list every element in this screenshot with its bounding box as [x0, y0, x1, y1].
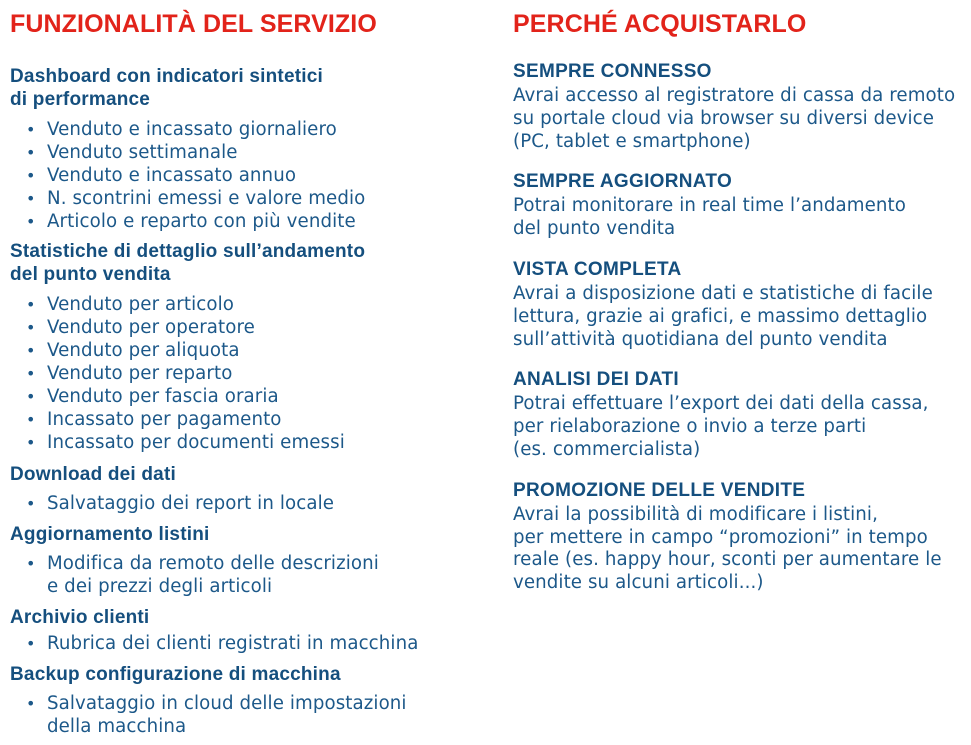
- reason-section: [513, 171, 968, 241]
- feature-group-title-line: di performance: [10, 88, 151, 110]
- reasons-title: PERCHÉ ACQUISTARLO: [513, 10, 807, 38]
- bullet-dot-icon: •: [26, 633, 36, 653]
- feature-item-text: Modifica da remoto delle descrizioni: [47, 553, 379, 574]
- reason-text-line: per rielaborazione o invio a terze parti: [513, 416, 867, 438]
- reason-title: SEMPRE AGGIORNATO: [513, 171, 733, 193]
- feature-item-text: Venduto per fascia oraria: [47, 386, 279, 407]
- reason-text-line: reale (es. happy hour, sconti per aumentare le: [513, 549, 942, 571]
- feature-item-text: Rubrica dei clienti registrati in macchina: [47, 632, 419, 654]
- reason-title: ANALISI DEI DATI: [513, 369, 679, 391]
- feature-group-title: [10, 241, 480, 286]
- feature-item-text: Venduto per aliquota: [47, 340, 240, 361]
- feature-list: [10, 118, 480, 233]
- bullet-dot-icon: •: [26, 554, 36, 573]
- reason-text-line: su portale cloud via browser su diversi device: [513, 107, 935, 129]
- bullet-dot-icon: •: [26, 120, 36, 139]
- reason-text-line: (es. commercialista): [513, 438, 701, 460]
- feature-item-text: Salvataggio in cloud delle impostazioni: [47, 693, 407, 714]
- feature-group: [10, 66, 480, 233]
- feature-group-title-line: del punto vendita: [10, 263, 171, 285]
- reason-section: [513, 369, 968, 461]
- feature-list-item: [10, 362, 480, 385]
- bullet-dot-icon: •: [26, 387, 36, 406]
- bullet-dot-icon: •: [26, 189, 36, 208]
- feature-item-text: Incassato per pagamento: [47, 409, 282, 430]
- feature-group: [10, 464, 480, 515]
- bullet-dot-icon: •: [26, 212, 36, 231]
- bullet-dot-icon: •: [26, 166, 36, 185]
- feature-group: [10, 664, 480, 739]
- feature-list-item: [10, 339, 480, 362]
- feature-group-title: [10, 524, 480, 547]
- feature-list-item: [10, 141, 480, 164]
- feature-item-text: Venduto e incassato annuo: [47, 165, 297, 186]
- feature-list-item: [10, 118, 480, 141]
- reason-text-line: Avrai accesso al registratore di cassa da remoto: [513, 85, 956, 106]
- feature-list-item: [10, 293, 480, 316]
- feature-item-text: Venduto per operatore: [47, 317, 255, 338]
- feature-item-text: Venduto e incassato giornaliero: [47, 119, 337, 140]
- feature-item-text: Incassato per documenti emessi: [47, 432, 345, 453]
- bullet-dot-icon: •: [26, 318, 36, 337]
- reason-title: SEMPRE CONNESSO: [513, 61, 712, 82]
- feature-list-item: [10, 431, 480, 454]
- reason-section: [513, 259, 968, 351]
- feature-group: [10, 241, 480, 454]
- feature-list: [10, 293, 480, 454]
- reason-text-line: sull’attività quotidiana del punto vendita: [513, 328, 888, 350]
- feature-list-item: [10, 187, 480, 210]
- feature-group: [10, 607, 480, 655]
- services-title: FUNZIONALITÀ DEL SERVIZIO: [10, 10, 377, 38]
- bullet-dot-icon: •: [26, 341, 36, 360]
- feature-item-text: Venduto per articolo: [47, 294, 234, 315]
- bullet-dot-icon: •: [26, 295, 36, 314]
- reason-text: [513, 283, 968, 351]
- feature-list: [10, 632, 480, 655]
- feature-item-text: N. scontrini emessi e valore medio: [47, 188, 366, 209]
- feature-item-text: e dei prezzi degli articoli: [47, 576, 273, 597]
- feature-item-text: Salvataggio dei report in locale: [47, 492, 335, 514]
- feature-group-title: [10, 664, 480, 687]
- bullet-dot-icon: •: [26, 364, 36, 383]
- reason-section: [513, 61, 968, 153]
- feature-item-text: Venduto settimanale: [47, 142, 238, 163]
- reason-title: VISTA COMPLETA: [513, 258, 682, 280]
- reason-text-line: lettura, grazie ai grafici, e massimo dettaglio: [513, 305, 928, 327]
- reason-title: PROMOZIONE DELLE VENDITE: [513, 479, 806, 501]
- feature-group-title: [10, 464, 480, 487]
- bullet-dot-icon: •: [26, 410, 36, 429]
- reason-text-line: (PC, tablet e smartphone): [513, 130, 751, 152]
- reason-text: [513, 393, 968, 461]
- reason-text-line: Potrai effettuare l’export dei dati della cassa,: [513, 393, 929, 415]
- feature-group-title-line: Archivio clienti: [10, 607, 150, 628]
- reasons-column: [513, 0, 968, 595]
- feature-list-item: [10, 492, 480, 515]
- reason-text-line: Avrai a disposizione dati e statistiche di facile: [513, 282, 933, 304]
- feature-group-title-line: Dashboard con indicatori sintetici: [10, 66, 323, 87]
- reason-text: [513, 504, 968, 595]
- feature-group-title-line: Aggiornamento listini: [10, 523, 210, 545]
- services-column: [10, 0, 480, 738]
- bullet-dot-icon: •: [26, 143, 36, 162]
- bullet-dot-icon: •: [26, 694, 36, 713]
- bullet-dot-icon: •: [26, 493, 36, 513]
- feature-list-item: [10, 385, 480, 408]
- feature-group-title-line: Backup configurazione di macchina: [10, 663, 341, 685]
- feature-group-title-line: Download dei dati: [10, 464, 176, 485]
- feature-list-item: [10, 164, 480, 187]
- reason-text: [513, 85, 968, 153]
- reason-text-line: del punto vendita: [513, 218, 676, 240]
- feature-list-item: [10, 552, 480, 598]
- feature-list: [10, 492, 480, 515]
- feature-list-item: [10, 632, 480, 655]
- reason-text-line: Potrai monitorare in real time l’andamento: [513, 195, 906, 217]
- reason-text-line: Avrai la possibilità di modificare i listini,: [513, 503, 878, 525]
- reason-text-line: vendite su alcuni articoli...): [513, 572, 764, 594]
- reason-text-line: per mettere in campo “promozioni” in tempo: [513, 526, 928, 548]
- feature-list-item: [10, 316, 480, 339]
- feature-item-text: Articolo e reparto con più vendite: [47, 211, 356, 232]
- feature-list-item: [10, 210, 480, 233]
- feature-list: [10, 552, 480, 598]
- feature-list: [10, 692, 480, 738]
- reason-section: [513, 480, 968, 595]
- feature-group: [10, 524, 480, 599]
- reason-sections: [513, 61, 968, 595]
- feature-list-item: [10, 408, 480, 431]
- feature-list-item: [10, 692, 480, 738]
- feature-groups: [10, 66, 480, 738]
- feature-group-title-line: Statistiche di dettaglio sull’andamento: [10, 241, 366, 262]
- feature-item-text: della macchina: [47, 716, 187, 737]
- feature-item-text: Venduto per reparto: [47, 363, 233, 384]
- bullet-dot-icon: •: [26, 433, 36, 452]
- feature-group-title: [10, 607, 480, 630]
- feature-group-title: [10, 66, 480, 111]
- reason-text: [513, 195, 968, 241]
